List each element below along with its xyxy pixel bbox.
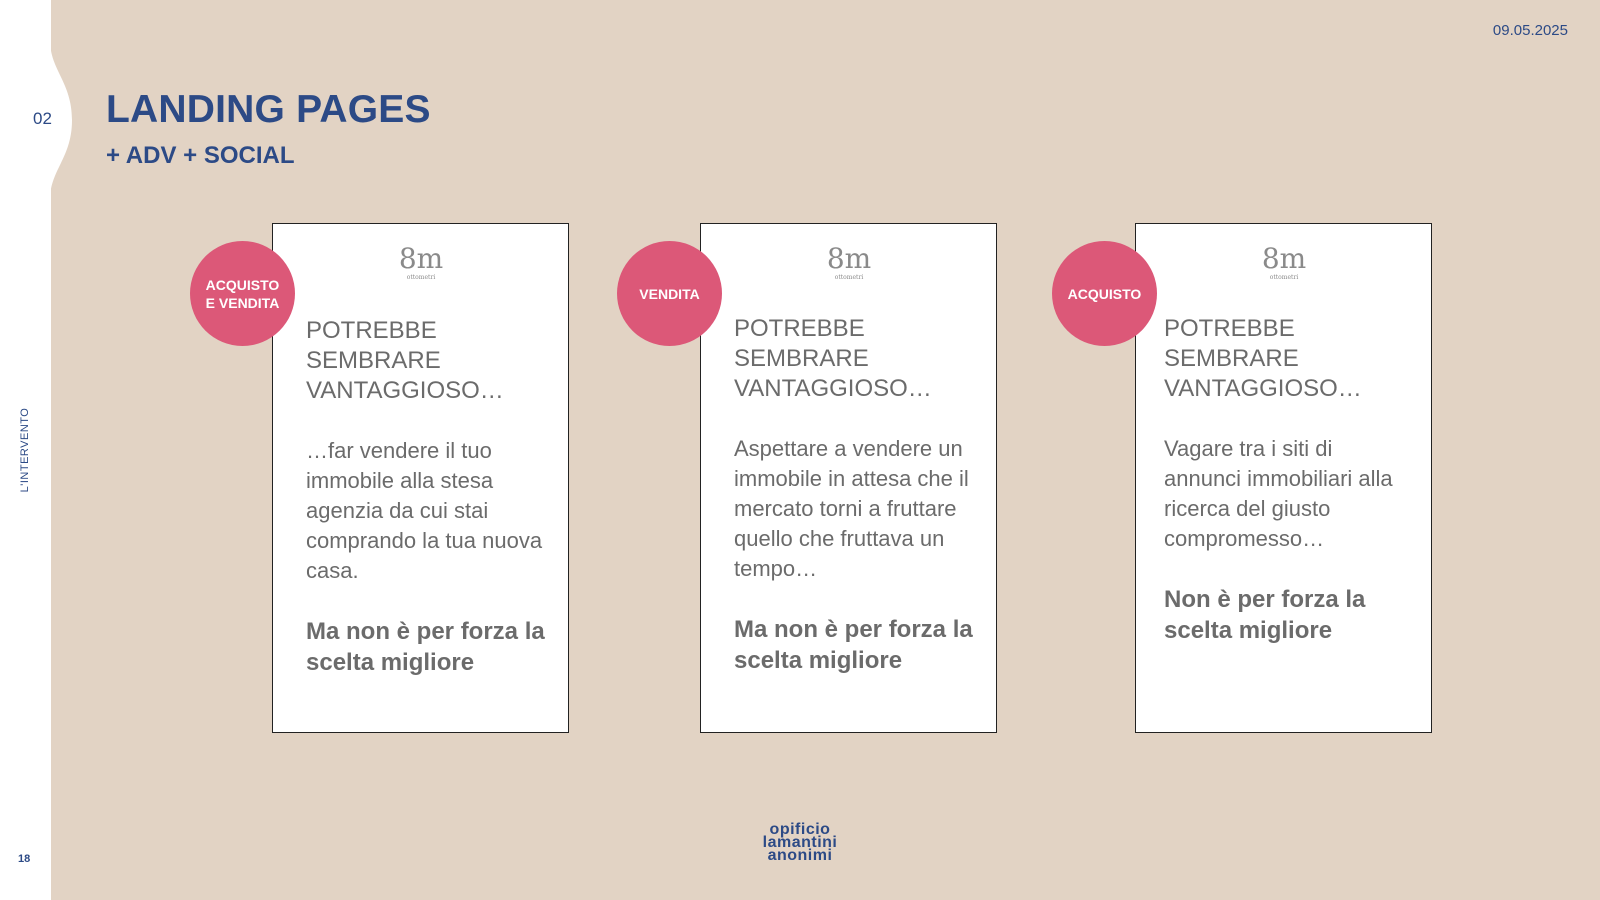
svg-text:8m: 8m (826, 242, 871, 275)
section-number: 02 (33, 109, 52, 128)
section-label: L'INTERVENTO (19, 407, 31, 493)
landing-page-card (272, 223, 569, 733)
footer-logo (760, 823, 840, 862)
sidebar-tab-shape (0, 0, 80, 900)
footer-logo-line: lamantini (762, 834, 838, 851)
category-badge: ACQUISTO (1052, 241, 1157, 346)
page-number: 18 (18, 853, 31, 865)
svg-text:ottometri: ottometri (834, 274, 863, 281)
date: 09.05.2025 (1492, 22, 1568, 39)
landing-page-card (700, 223, 997, 733)
landing-page-card (1135, 223, 1432, 733)
svg-text:ottometri: ottometri (1269, 274, 1298, 281)
page-title: LANDING PAGES (106, 88, 431, 131)
brand-logo (1254, 242, 1314, 282)
card-body: …far vendere il tuo immobile alla stesa agenzia da cui stai comprando la tua nuova casa. (306, 438, 543, 583)
card-conclusion: Ma non è per forza la scelta migliore (734, 616, 973, 674)
svg-text:8m: 8m (398, 242, 443, 275)
card-heading: POTREBBE SEMBRARE VANTAGGIOSO… (1164, 315, 1362, 402)
card-body: Aspettare a vendere un immobile in attesa che il mercato torni a fruttare quello che fruttava un tempo… (734, 436, 969, 581)
footer-logo-line: anonimi (767, 847, 833, 864)
card-body: Vagare tra i siti di annunci immobiliari alla ricerca del giusto compromesso… (1164, 436, 1393, 551)
page-subtitle: + ADV + SOCIAL (106, 142, 295, 169)
card-heading: POTREBBE SEMBRARE VANTAGGIOSO… (734, 315, 932, 402)
card-conclusion: Non è per forza la scelta migliore (1164, 586, 1366, 644)
category-badge: ACQUISTO E VENDITA (190, 241, 295, 346)
category-badge: VENDITA (617, 241, 722, 346)
card-conclusion: Ma non è per forza la scelta migliore (306, 618, 545, 676)
footer-logo-line: opificio (769, 821, 831, 838)
svg-text:ottometri: ottometri (406, 274, 435, 281)
svg-text:8m: 8m (1261, 242, 1306, 275)
brand-logo (391, 242, 451, 282)
brand-logo (819, 242, 879, 282)
card-heading: POTREBBE SEMBRARE VANTAGGIOSO… (306, 317, 504, 404)
